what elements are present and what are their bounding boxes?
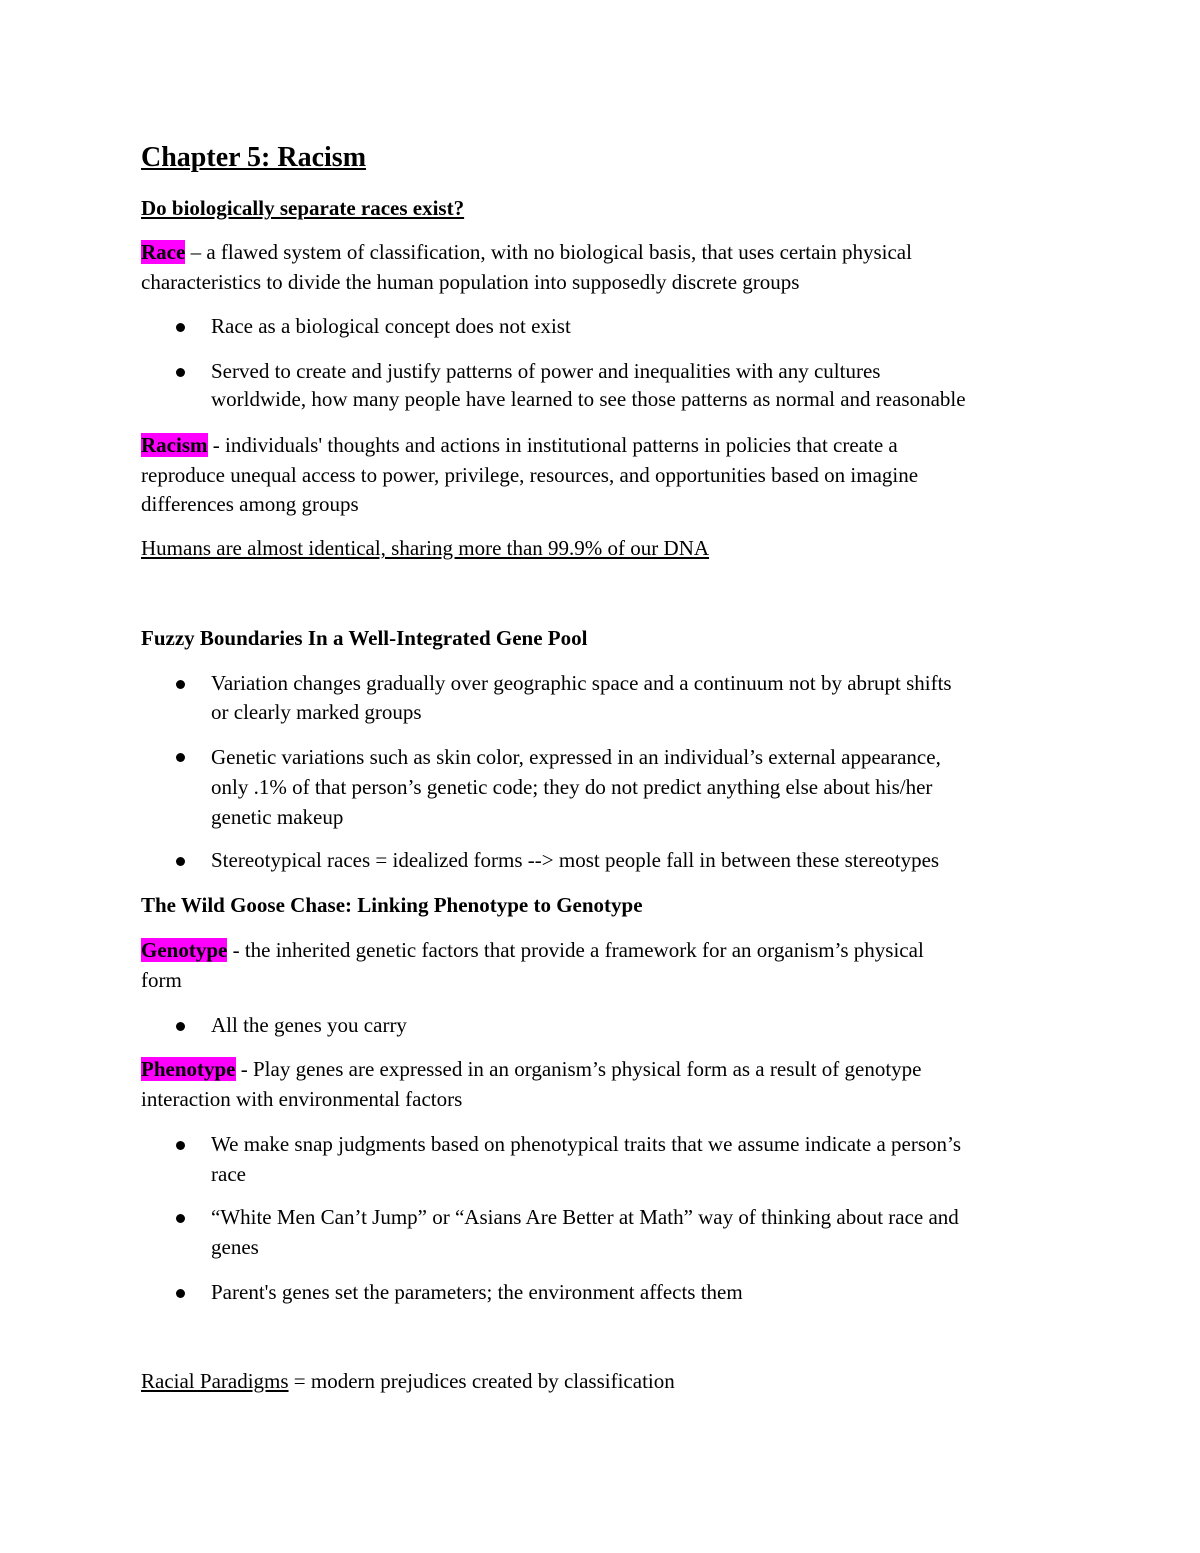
list-item-line: genes [211,1234,259,1259]
highlighted-term: Genotype [141,938,228,962]
bullet-icon [176,1214,185,1223]
list-item-line: We make snap judgments based on phenotypical traits that we assume indicate a person’s [211,1132,962,1156]
list-item-line: Variation changes gradually over geographic space and a continuum not by abrupt shifts [211,671,952,695]
bullet-icon [176,753,185,762]
list-item-line: only .1% of that person’s genetic code; they do not predict anything else about his/her [211,775,933,799]
definition-text: - individuals' thoughts and actions in institutional patterns in policies that create a [207,433,898,457]
definition-race [141,237,912,297]
bullet-icon [176,323,185,332]
bullet-icon [176,1022,185,1031]
definition-text: - the inherited genetic factors that provide a framework for an organism’s physical [227,938,924,962]
definition-text: form [141,967,182,992]
definition-text: - Play genes are expressed in an organism’s physical form as a result of genotype [235,1057,922,1081]
list-item-line: Genetic variations such as skin color, expressed in an individual’s external appearance, [211,745,941,769]
bullet-icon [176,680,185,689]
definition-phenotype [141,1055,922,1114]
definition-text: interaction with environmental factors [141,1086,463,1111]
list-item-line: or clearly marked groups [211,700,422,724]
list-item [211,1130,961,1189]
bullet-icon [176,1141,185,1150]
note-text: = modern prejudices created by classification [288,1369,675,1393]
highlighted-term: Racism [141,433,208,457]
bullet-icon [176,1289,185,1298]
list-item-line: genetic makeup [211,805,344,829]
list-item-line: “White Men Can’t Jump” or “Asians Are Better at Math” way of thinking about race and [211,1205,959,1229]
definition-genotype [141,936,924,995]
highlighted-term: Phenotype [141,1057,236,1081]
list-item [211,357,966,413]
list-item [211,742,941,832]
list-item [211,1203,959,1262]
section-heading-fuzzy: Fuzzy Boundaries In a Well-Integrated Gene Pool [141,626,588,650]
definition-text: – a flawed system of classification, with no biological basis, that uses certain physical [185,240,912,264]
dna-note: Humans are almost identical, sharing more than 99.9% of our DNA [141,536,710,560]
list-item: Parent's genes set the parameters; the environment affects them [211,1280,743,1304]
list-item-line: worldwide, how many people have learned to see those patterns as normal and reasonable [211,387,966,411]
definition-text: characteristics to divide the human population into supposedly discrete groups [141,270,800,294]
page-title: Chapter 5: Racism [141,142,367,173]
list-item: Stereotypical races = idealized forms --> most people fall in between these stereotypes [211,848,940,872]
definition-text: reproduce unequal access to power, privilege, resources, and opportunities based on imagine [141,462,919,487]
bullet-icon [176,368,185,377]
list-item-line: race [211,1161,246,1186]
bullet-icon [176,857,185,866]
list-item-line: Served to create and justify patterns of power and inequalities with any cultures [211,359,881,383]
list-item: Race as a biological concept does not exist [211,314,571,338]
underlined-term: Racial Paradigms [141,1369,289,1393]
section-heading-races: Do biologically separate races exist? [141,196,465,220]
list-item [211,669,952,727]
section-heading-wild-goose: The Wild Goose Chase: Linking Phenotype to Genotype [141,893,643,917]
definition-racism [141,431,918,520]
highlighted-term: Race [141,240,186,264]
racial-paradigms-note [141,1367,675,1397]
definition-text: differences among groups [141,492,359,516]
list-item: All the genes you carry [211,1013,407,1037]
